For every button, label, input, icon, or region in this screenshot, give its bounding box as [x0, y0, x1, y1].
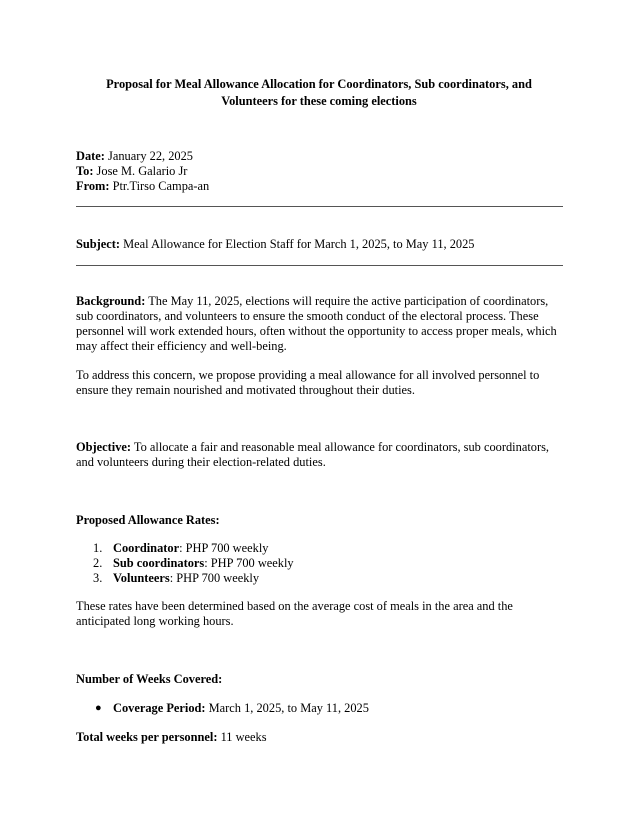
objective-section	[76, 440, 566, 470]
role-name: Volunteers	[113, 571, 170, 585]
subject-value: Meal Allowance for Election Staff for March 1, 2025, to May 11, 2025	[120, 237, 475, 251]
list-item	[76, 556, 566, 571]
list-item	[76, 571, 566, 586]
subject-label: Subject:	[76, 237, 121, 251]
divider-bottom	[76, 265, 563, 266]
total-weeks	[76, 730, 566, 745]
coverage-label: Coverage Period:	[113, 701, 206, 715]
divider-top	[76, 206, 563, 207]
from-label: From:	[76, 179, 110, 193]
title-line-2: Volunteers for these coming elections	[221, 94, 417, 108]
background-label: Background:	[76, 294, 146, 308]
date-line	[76, 149, 566, 164]
list-number: 3.	[93, 571, 103, 585]
background-line: sub coordinators, and volunteers to ensure the smooth conduct of the electoral process. These	[76, 309, 539, 323]
objective-line: and volunteers during their election-related duties.	[76, 455, 326, 469]
from-line	[76, 179, 566, 194]
background-paragraph-2	[76, 368, 566, 398]
list-number: 1.	[93, 541, 103, 555]
document-title	[60, 76, 578, 110]
note-line: anticipated long working hours.	[76, 614, 234, 628]
from-value: Ptr.Tirso Campa-an	[109, 179, 210, 193]
objective-line: Objective: To allocate a fair and reasonable meal allowance for coordinators, sub coordinators,	[76, 440, 550, 454]
role-name: Coordinator	[113, 541, 180, 555]
rates-heading: Proposed Allowance Rates:	[76, 513, 220, 527]
list-item	[76, 701, 566, 716]
background-section	[76, 294, 566, 354]
role-rate: : PHP 700 weekly	[204, 556, 294, 570]
background-line: may affect their efficiency and well-being.	[76, 339, 287, 353]
background-line: ensure they remain nourished and motivated throughout their duties.	[76, 383, 415, 397]
title-line-1: Proposal for Meal Allowance Allocation for Coordinators, Sub coordinators, and	[106, 77, 532, 91]
list-item	[76, 541, 566, 556]
role-rate: : PHP 700 weekly	[169, 571, 260, 585]
list-number: 2.	[93, 556, 103, 570]
total-label: Total weeks per personnel:	[76, 730, 218, 744]
date-value: January 22, 2025	[104, 149, 194, 163]
role-rate: : PHP 700 weekly	[179, 541, 269, 555]
date-label: Date:	[76, 149, 105, 163]
subject-line	[76, 237, 566, 252]
total-value: 11 weeks	[217, 730, 267, 744]
bullet-icon: ●	[95, 702, 102, 714]
background-line: personnel will work extended hours, often without the opportunity to access proper meals, which	[76, 324, 557, 338]
background-line: To address this concern, we propose providing a meal allowance for all involved personnel to	[76, 368, 540, 382]
objective-label: Objective:	[76, 440, 132, 454]
weeks-heading: Number of Weeks Covered:	[76, 672, 223, 686]
rates-list	[76, 541, 566, 586]
rates-note	[76, 599, 566, 629]
memo-header	[76, 149, 566, 194]
to-value: Jose M. Galario Jr	[93, 164, 188, 178]
coverage-value: March 1, 2025, to May 11, 2025	[205, 701, 369, 715]
background-line: Background: The May 11, 2025, elections will require the active participation of coordinators,	[76, 294, 549, 308]
weeks-list	[76, 701, 566, 716]
note-line: These rates have been determined based on the average cost of meals in the area and the	[76, 599, 513, 613]
to-label: To:	[76, 164, 94, 178]
role-name: Sub coordinators	[113, 556, 205, 570]
to-line	[76, 164, 566, 179]
